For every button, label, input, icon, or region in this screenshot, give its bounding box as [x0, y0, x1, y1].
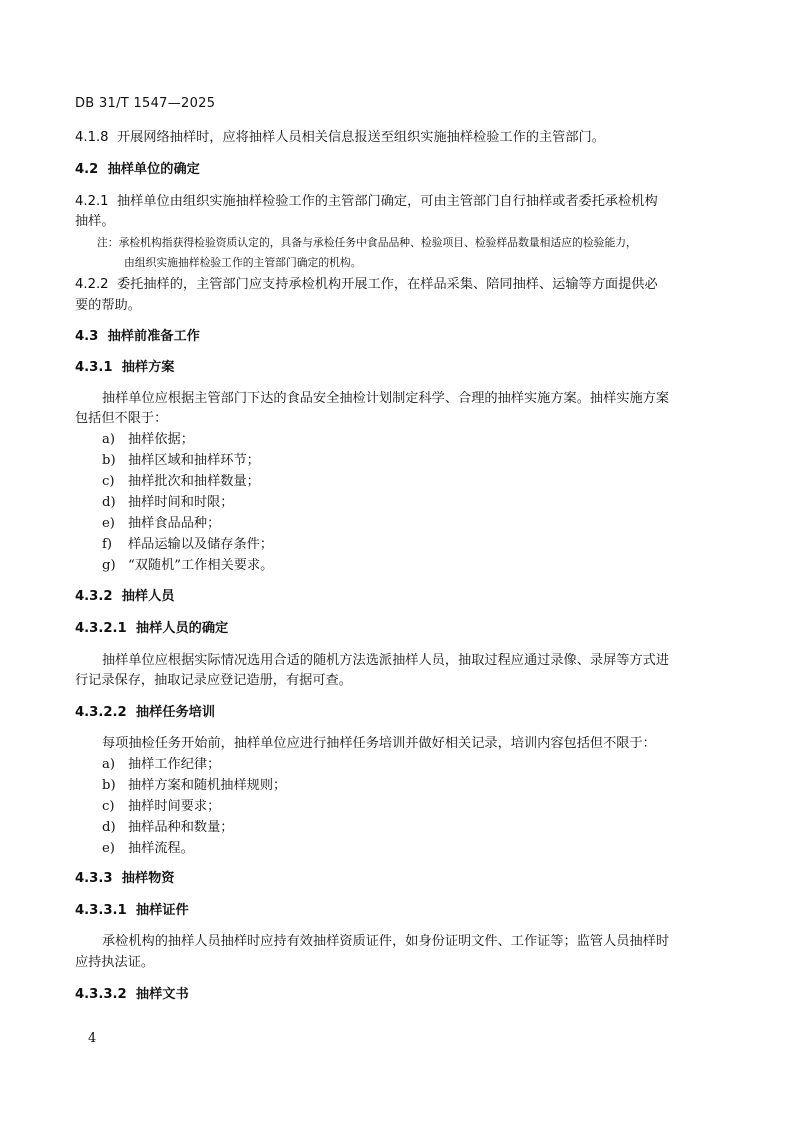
list-marker: d)	[102, 820, 116, 835]
document-id: DB 31/T 1547—2025	[75, 96, 216, 111]
clause-number: 4.3.2	[75, 589, 113, 604]
list-item	[102, 839, 194, 859]
list-marker: d)	[102, 495, 116, 510]
note-line2: 由组织实施抽样检验工作的主管部门确定的机构。	[124, 256, 362, 269]
list-text: 抽样区域和抽样环节；	[128, 453, 260, 468]
list-item	[102, 451, 260, 471]
section-title: 抽样单位的确定	[107, 162, 200, 177]
section-4-2-heading	[75, 160, 200, 180]
list-item	[102, 472, 260, 492]
clause-4-2-1	[75, 192, 658, 212]
clause-4-3-1-heading	[75, 358, 175, 378]
clause-4-3-3-1-heading	[75, 901, 189, 921]
list-marker: a)	[102, 757, 116, 772]
note-text: 承检机构指获得检验资质认定的，具备与承检任务中食品品种、检验项目、检验样品数量相适应的检验能力，	[118, 236, 637, 249]
list-text: 抽样依据；	[128, 432, 194, 447]
clause-title: 抽样人员的确定	[135, 621, 229, 636]
list-item	[102, 776, 286, 796]
list-item	[102, 818, 234, 838]
list-text: 抽样食品品种；	[128, 516, 221, 531]
list-marker: a)	[102, 432, 116, 447]
section-number: 4.2	[75, 162, 99, 177]
clause-text: 开展网络抽样时，应将抽样人员相关信息报送至组织实施抽样检验工作的主管部门。	[116, 130, 605, 145]
list-text: 抽样工作纪律；	[128, 757, 221, 772]
list-marker: b)	[102, 778, 116, 793]
note-line1	[97, 235, 637, 251]
list-marker: f)	[102, 537, 113, 552]
list-marker: b)	[102, 453, 116, 468]
list-item	[102, 556, 273, 576]
clause-number: 4.2.1	[75, 194, 109, 209]
clause-4-2-2	[75, 275, 658, 295]
list-marker: e)	[102, 841, 115, 856]
section-number: 4.3	[75, 329, 99, 344]
list-text: 抽样方案和随机抽样规则；	[128, 778, 287, 793]
clause-4-3-2-2-para: 每项抽检任务开始前，抽样单位应进行抽样任务培训并做好相关记录，培训内容包括但不限于：	[102, 736, 656, 751]
clause-number: 4.1.8	[75, 130, 109, 145]
clause-4-1-8	[75, 128, 605, 148]
clause-4-3-2-2-heading	[75, 703, 215, 723]
list-marker: c)	[102, 474, 115, 489]
clause-4-3-3-1-line1: 承检机构的抽样人员抽样时应持有效抽样资质证件，如身份证明文件、工作证等；监管人员抽样时	[102, 934, 670, 949]
list-text: 抽样品种和数量；	[128, 820, 234, 835]
list-item	[102, 755, 220, 775]
clause-4-2-1-line2: 抽样。	[75, 214, 115, 229]
clause-number: 4.3.3	[75, 871, 113, 886]
list-item	[102, 535, 273, 555]
page-number: 4	[88, 1031, 97, 1046]
clause-4-3-1-para-line1: 抽样单位应根据主管部门下达的食品安全抽检计划制定科学、合理的抽样实施方案。抽样实施方案	[102, 391, 670, 406]
clause-number: 4.2.2	[75, 277, 109, 292]
list-text: 抽样时间要求；	[128, 799, 221, 814]
clause-number: 4.3.3.1	[75, 903, 127, 918]
list-text: “双随机”工作相关要求。	[128, 558, 274, 573]
list-item	[102, 797, 220, 817]
list-text: 抽样批次和抽样数量；	[128, 474, 260, 489]
section-4-3-heading	[75, 327, 200, 347]
clause-4-3-3-heading	[75, 869, 175, 889]
list-marker: g)	[102, 558, 116, 573]
list-item	[102, 493, 234, 513]
clause-number: 4.3.2.1	[75, 621, 127, 636]
clause-title: 抽样文书	[135, 987, 189, 1002]
clause-4-3-3-1-line2: 应持执法证。	[75, 955, 155, 970]
list-text: 抽样流程。	[128, 841, 194, 856]
clause-number: 4.3.2.2	[75, 705, 127, 720]
clause-4-3-3-2-heading	[75, 985, 189, 1005]
clause-4-3-1-para-line2: 包括但不限于：	[75, 411, 168, 426]
list-marker: e)	[102, 516, 115, 531]
note-label: 注：	[97, 236, 119, 249]
clause-text-line1: 抽样单位由组织实施抽样检验工作的主管部门确定，可由主管部门自行抽样或者委托承检机构	[116, 194, 658, 209]
clause-4-2-2-line2: 要的帮助。	[75, 298, 141, 313]
list-item	[102, 514, 220, 534]
clause-4-3-2-1-heading	[75, 619, 228, 639]
clause-title: 抽样人员	[121, 589, 175, 604]
list-marker: c)	[102, 799, 115, 814]
clause-number: 4.3.3.2	[75, 987, 127, 1002]
list-text: 样品运输以及储存条件；	[128, 537, 274, 552]
list-item	[102, 430, 194, 450]
clause-text-line1: 委托抽样的，主管部门应支持承检机构开展工作，在样品采集、陪同抽样、运输等方面提供必	[116, 277, 658, 292]
section-title: 抽样前准备工作	[107, 329, 200, 344]
clause-title: 抽样任务培训	[135, 705, 216, 720]
clause-title: 抽样证件	[135, 903, 189, 918]
clause-4-3-2-1-line2: 行记录保存，抽取记录应登记造册，有据可查。	[75, 673, 352, 688]
clause-4-3-2-1-line1: 抽样单位应根据实际情况选用合适的随机方法选派抽样人员，抽取过程应通过录像、录屏等方式进	[102, 653, 670, 668]
clause-title: 抽样物资	[121, 871, 175, 886]
list-text: 抽样时间和时限；	[128, 495, 234, 510]
clause-4-3-2-heading	[75, 587, 175, 607]
clause-number: 4.3.1	[75, 360, 113, 375]
clause-title: 抽样方案	[121, 360, 175, 375]
